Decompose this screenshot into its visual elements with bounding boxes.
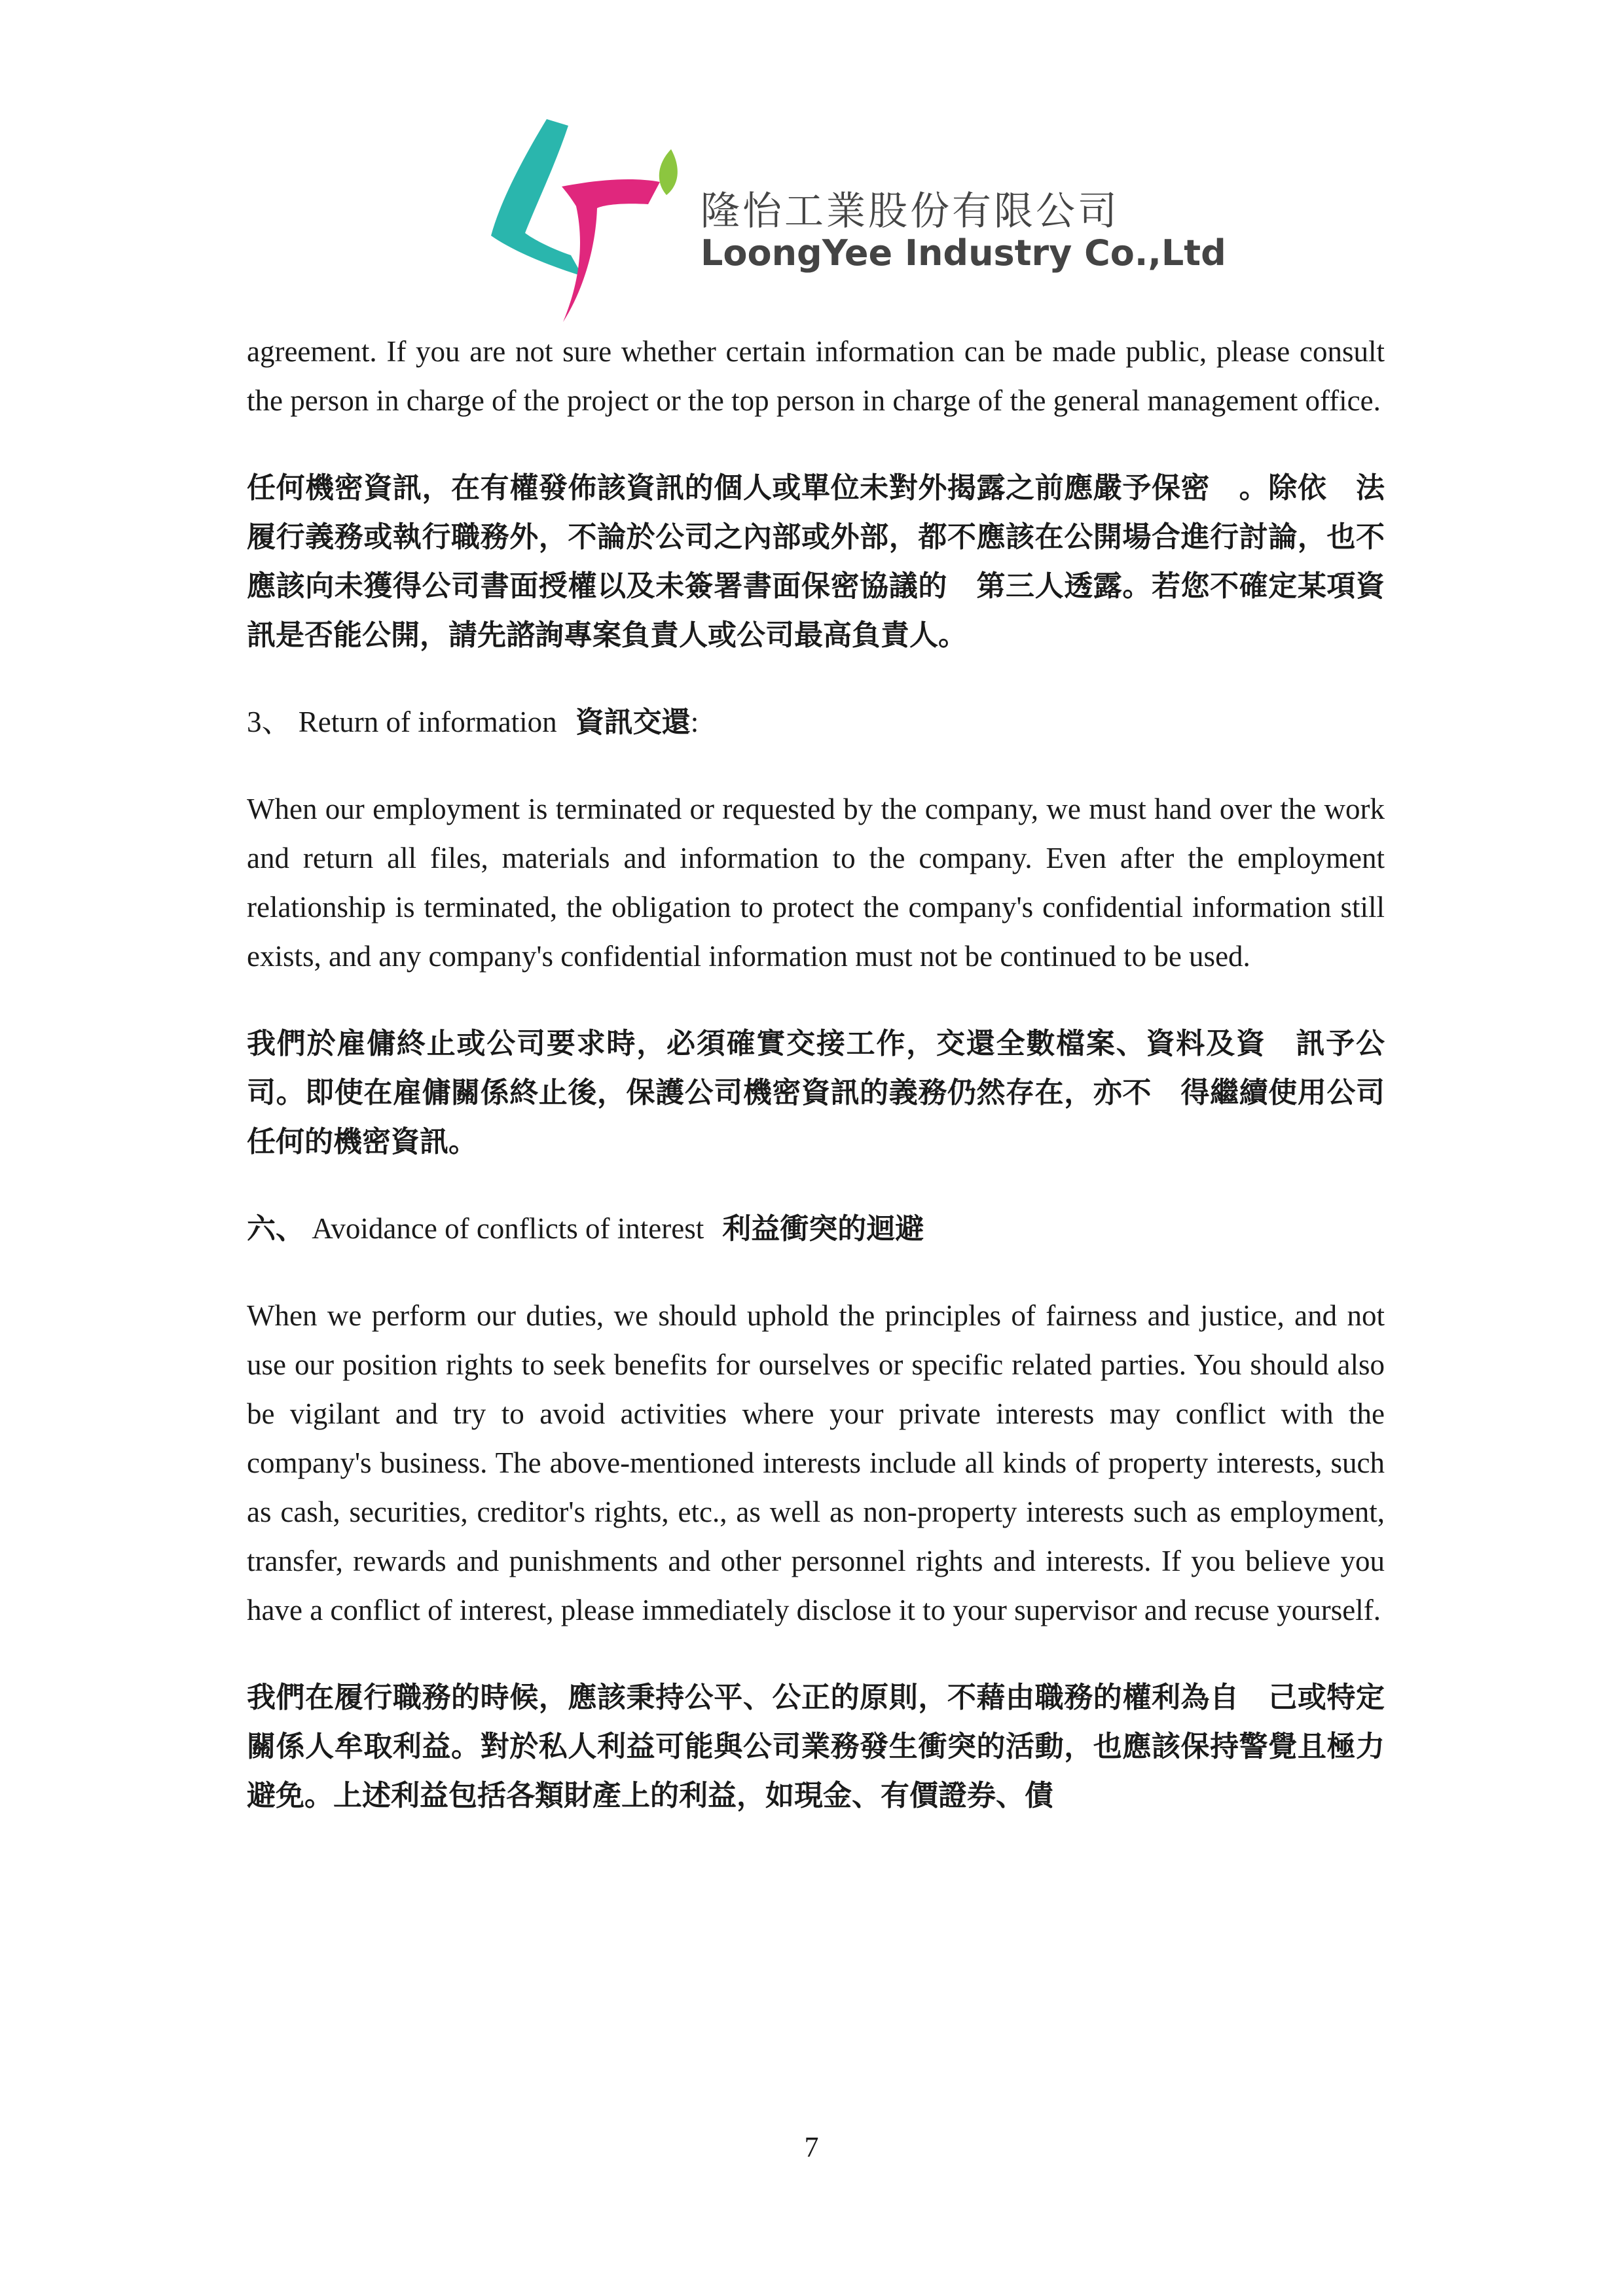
loongyee-logo-icon <box>484 111 687 327</box>
section-title-suffix: : <box>690 706 699 738</box>
paragraph-en: When our employment is terminated or requested by the company, we must hand over the work and return all files, materials and information to the company. Even after the employment relationship is terminated, the obligation to protect the company's confidential information still exists, and any company's confidential information must not be continued to be used. <box>247 793 1385 973</box>
company-name-en: LoongYee Industry Co.,Ltd <box>701 232 1226 274</box>
section-title-en: Return of information <box>298 706 557 738</box>
paragraph-zh: 我們在履行職務的時候，應該秉持公平、公正的原則，不藉由職務的權利為自 己或特定關係人牟取利益。對於私人利益可能與公司業務發生衝突的活動，也應該保持警覺且極力避免。上述利益包括各類財產上的利益，如現金、有價證券、債 <box>247 1681 1385 1812</box>
paragraph-en: When we perform our duties, we should uphold the principles of fairness and justice, and not use our position rights to seek benefits for ourselves or specific related parties. You should also be vigilant and try to avoid activities where your private interests may conflict with the company's business. The above-mentioned interests include all kinds of property interests, such as cash, securities, creditor's rights, etc., as well as non-property interests such as employment, transfer, rewards and punishments and other personnel rights and interests. If you believe you have a conflict of interest, please immediately disclose it to your supervisor and recuse yourself. <box>247 1299 1385 1626</box>
document-body <box>247 327 1385 1858</box>
section-title-zh: 資訊交還 <box>575 706 691 739</box>
section-number: 六、 <box>247 1212 304 1246</box>
page-number: 7 <box>804 2131 819 2163</box>
section-number: 3、 <box>247 706 291 738</box>
paragraph-zh: 任何機密資訊，在有權發佈該資訊的個人或單位未對外揭露之前應嚴予保密 。除依 法履行義務或執行職務外，不論於公司之內部或外部，都不應該在公開場合進行討論，也不應該向未獲得公司書面授權以及未簽署書面保密協議的 第三人透露。若您不確定某項資訊是否能公開，請先諮詢專案負責人或公司最高負責人。 <box>247 471 1385 652</box>
section-title-en: Avoidance of conflicts of interest <box>312 1212 704 1245</box>
section-heading <box>247 1204 1385 1253</box>
letterhead <box>484 111 1226 327</box>
paragraph-en: agreement. If you are not sure whether certain information can be made public, please consult the person in charge of the project or the top person in charge of the general management office. <box>247 335 1385 417</box>
section-title-zh: 利益衝突的迴避 <box>722 1212 924 1246</box>
section-heading <box>247 698 1385 747</box>
company-name-zh: 隆怡工業股份有限公司 <box>701 188 1120 234</box>
paragraph-zh: 我們於雇傭終止或公司要求時，必須確實交接工作，交還全數檔案、資料及資 訊予公司。即使在雇傭關係終止後，保護公司機密資訊的義務仍然存在，亦不 得繼續使用公司任何的機密資訊。 <box>247 1027 1385 1158</box>
